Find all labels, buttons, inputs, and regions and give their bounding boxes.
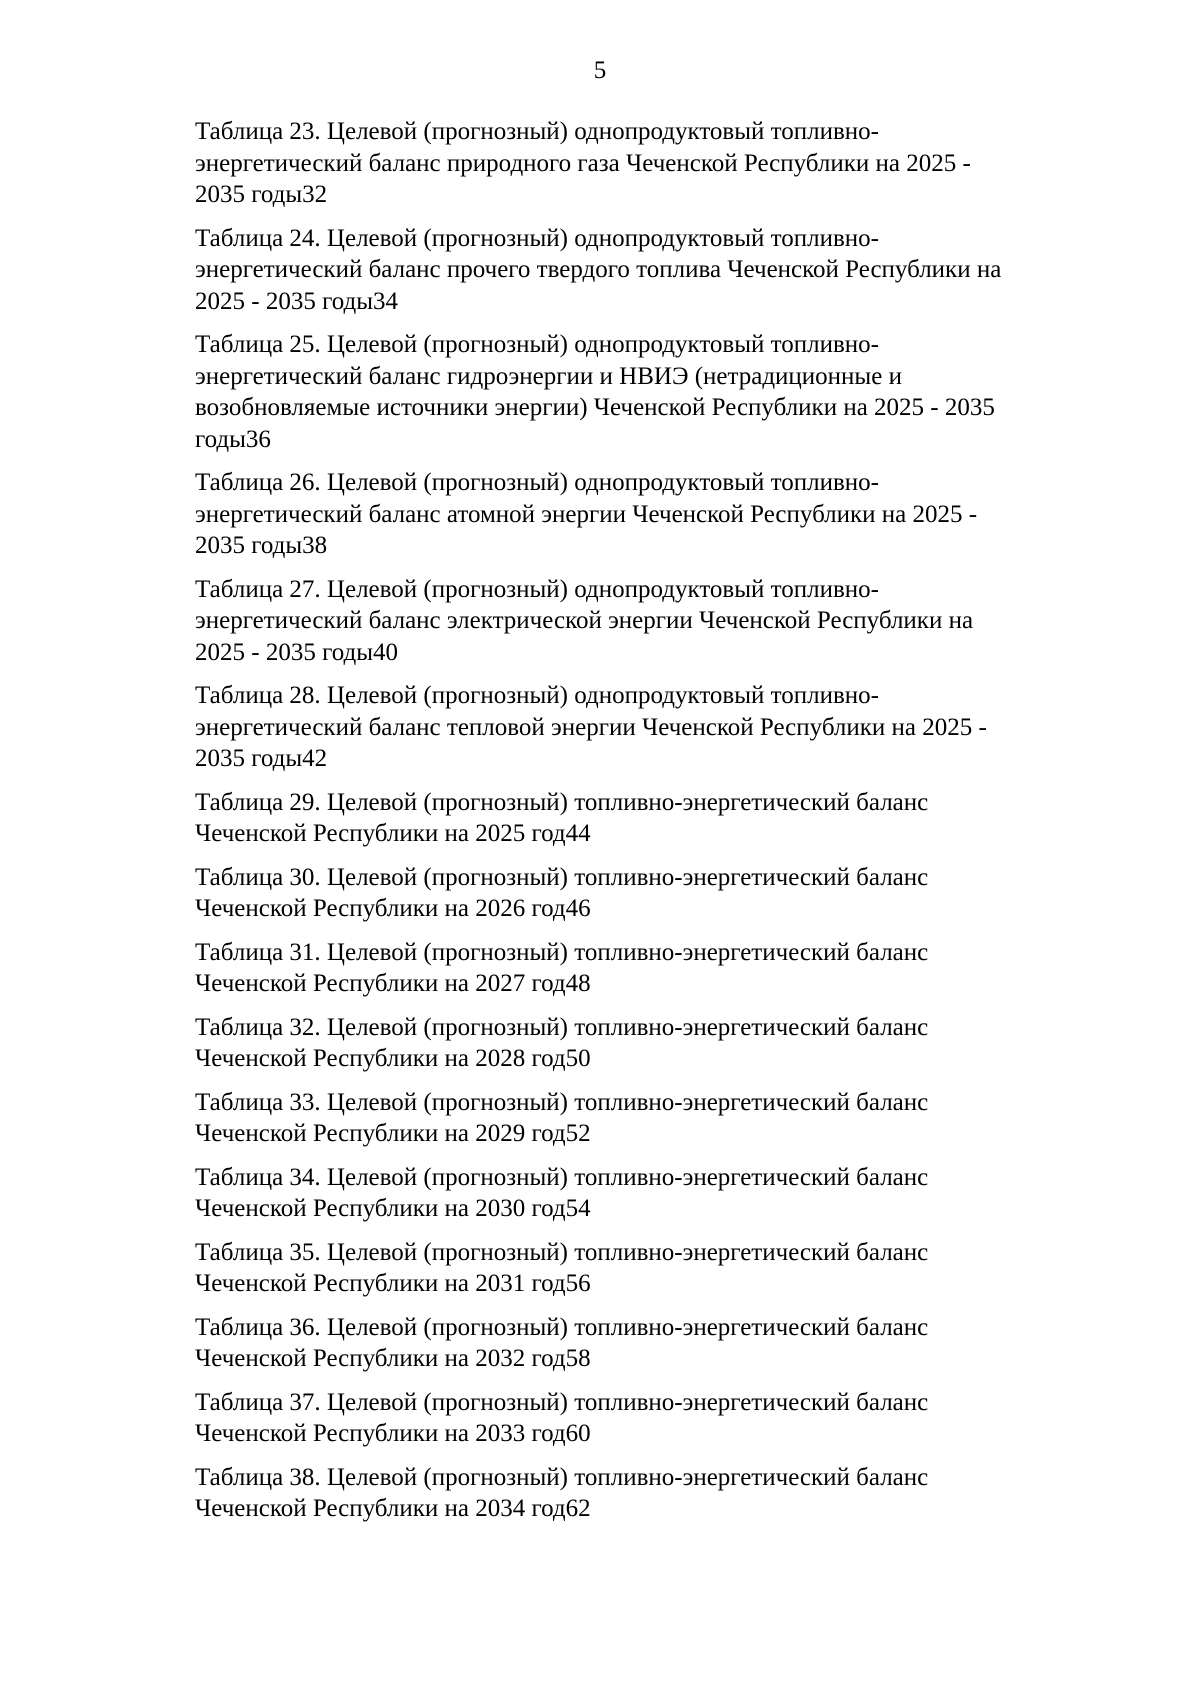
toc-entry-line: Чеченской Республики на 2028 год50 (195, 1045, 591, 1072)
toc-entry-line: Чеченской Республики на 2030 год54 (195, 1195, 591, 1222)
toc-entry-table-37[interactable] (195, 1387, 1135, 1450)
toc-entry-table-32[interactable] (195, 1012, 1135, 1075)
toc-entry-line: Таблица 25. Целевой (прогнозный) однопродуктовый топливно- (195, 331, 879, 358)
toc-entry-line: 2035 годы32 (195, 181, 328, 208)
toc-entry-line: Таблица 30. Целевой (прогнозный) топливно-энергетический баланс (195, 863, 929, 891)
toc-entry-table-27[interactable] (195, 574, 1135, 669)
page-number: 5 (593, 57, 607, 84)
toc-entry-line: Чеченской Республики на 2029 год52 (195, 1120, 591, 1147)
toc-entry-table-29[interactable] (195, 787, 1135, 850)
toc-entry-table-33[interactable] (195, 1087, 1135, 1150)
toc-entry-line: Чеченской Республики на 2031 год56 (195, 1270, 591, 1297)
toc-entry-line: Таблица 27. Целевой (прогнозный) однопродуктовый топливно- (195, 575, 879, 603)
toc-entry-table-26[interactable] (195, 467, 1135, 562)
toc-entry-line: Таблица 35. Целевой (прогнозный) топливно-энергетический баланс (195, 1238, 929, 1266)
toc-entry-table-23[interactable] (195, 116, 1135, 211)
toc-entry-line: энергетический баланс прочего твердого топлива Чеченской Республики на (195, 256, 1002, 283)
toc-entry-table-31[interactable] (195, 937, 1135, 1000)
toc-entry-table-24[interactable] (195, 223, 1135, 318)
toc-entry-line: Таблица 28. Целевой (прогнозный) однопродуктовый топливно- (195, 682, 879, 709)
toc-entry-table-38[interactable] (195, 1462, 1135, 1525)
toc-entry-line: Чеченской Республики на 2027 год48 (195, 970, 591, 997)
toc-entry-line: возобновляемые источники энергии) Чеченской Республики на 2025 - 2035 (195, 394, 995, 421)
toc-entry-line: Таблица 38. Целевой (прогнозный) топливно-энергетический баланс (195, 1463, 929, 1491)
toc-entry-line: 2025 - 2035 годы34 (195, 287, 399, 315)
toc-entry-line: Таблица 32. Целевой (прогнозный) топливно-энергетический баланс (195, 1013, 929, 1041)
toc-entry-table-28[interactable] (195, 680, 1135, 775)
toc-entry-line: Таблица 29. Целевой (прогнозный) топливно-энергетический баланс (195, 788, 929, 816)
toc-entry-line: Таблица 37. Целевой (прогнозный) топливно-энергетический баланс (195, 1388, 929, 1416)
toc-entry-line: Таблица 34. Целевой (прогнозный) топливно-энергетический баланс (195, 1163, 929, 1191)
toc-entry-line: Чеченской Республики на 2032 год58 (195, 1345, 591, 1372)
toc-entry-line: энергетический баланс атомной энергии Чеченской Республики на 2025 - (195, 500, 978, 528)
toc-entry-line: 2035 годы42 (195, 745, 328, 772)
toc-entry-line: энергетический баланс тепловой энергии Чеченской Республики на 2025 - (195, 713, 987, 741)
toc-entry-line: Таблица 31. Целевой (прогнозный) топливно-энергетический баланс (195, 938, 929, 966)
toc-entry-line: Чеченской Республики на 2033 год60 (195, 1420, 591, 1447)
toc-entry-line: Таблица 24. Целевой (прогнозный) однопродуктовый топливно- (195, 224, 879, 252)
toc-entry-line: Таблица 33. Целевой (прогнозный) топливно-энергетический баланс (195, 1088, 929, 1116)
toc-entry-line: 2035 годы38 (195, 532, 328, 559)
toc-entry-line: энергетический баланс электрической энергии Чеченской Республики на (195, 607, 974, 634)
toc-entry-line: Таблица 36. Целевой (прогнозный) топливно-энергетический баланс (195, 1313, 929, 1341)
toc-entry-table-35[interactable] (195, 1237, 1135, 1300)
toc-entry-table-36[interactable] (195, 1312, 1135, 1375)
toc-entry-line: Чеченской Республики на 2026 год46 (195, 895, 591, 922)
toc-entry-line: Таблица 26. Целевой (прогнозный) однопродуктовый топливно- (195, 469, 879, 496)
table-of-contents-list (195, 116, 1135, 1537)
toc-entry-table-25[interactable] (195, 329, 1135, 455)
toc-entry-line: годы36 (195, 425, 271, 453)
toc-entry-line: Таблица 23. Целевой (прогнозный) однопродуктовый топливно- (195, 118, 879, 145)
toc-entry-line: энергетический баланс гидроэнергии и НВИЭ (нетрадиционные и (195, 362, 902, 390)
toc-entry-line: Чеченской Республики на 2034 год62 (195, 1495, 591, 1522)
toc-entry-line: Чеченской Республики на 2025 год44 (195, 820, 591, 847)
toc-entry-line: 2025 - 2035 годы40 (195, 638, 399, 666)
toc-entry-line: энергетический баланс природного газа Чеченской Республики на 2025 - (195, 149, 971, 177)
toc-entry-table-30[interactable] (195, 862, 1135, 925)
toc-entry-table-34[interactable] (195, 1162, 1135, 1225)
